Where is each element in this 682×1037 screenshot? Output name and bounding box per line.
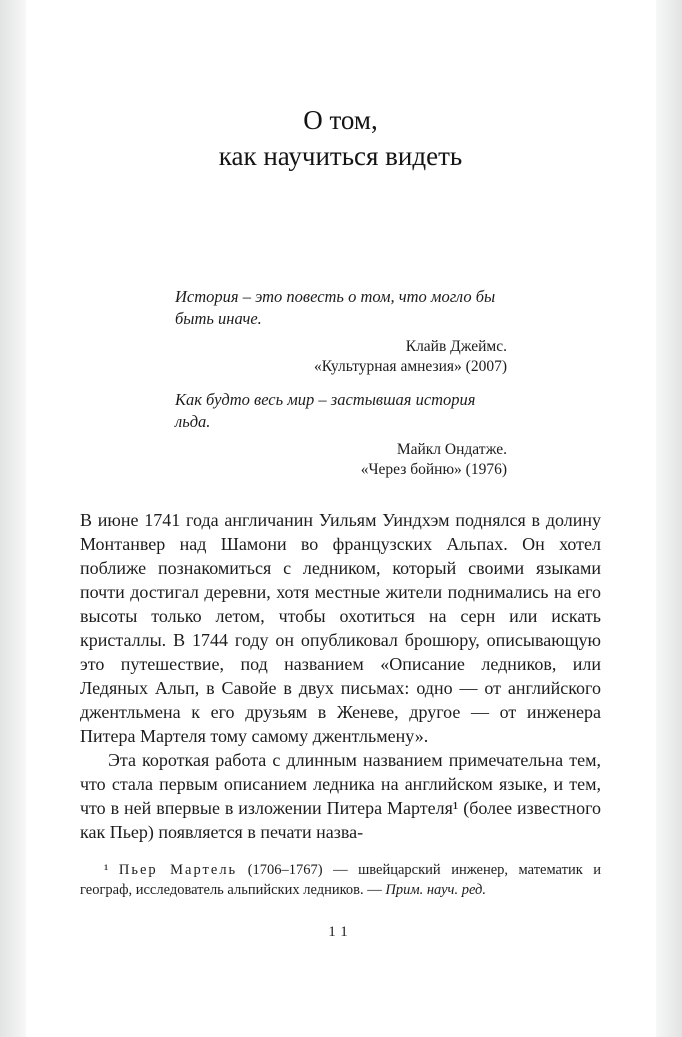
footnote-editor-note: Прим. науч. ред. — [385, 881, 487, 898]
chapter-title-line-1: О том, — [303, 105, 378, 135]
body-text — [80, 508, 601, 844]
right-margin-shadow — [656, 0, 682, 1037]
epigraph-1-author: Клайв Джеймс. — [405, 338, 507, 355]
epigraph-block — [175, 286, 507, 480]
left-margin-shadow — [0, 0, 26, 1037]
body-paragraph-1: В июне 1741 года англичанин Уильям Уиндхэм поднялся в долину Монтанвер над Шамони во французских Альпах. Он хотел поближе познакомиться с ледником, который своими языками почти достигал деревни, хотя местные жители поднимались на его высоты только летом, чтобы охотиться на серн или искать кристаллы. В 1744 году он опубликовал брошюру, описывающую это путешествие, под названием «Описание ледников, или Ледяных Альп, в Савойе в двух письмах: одно — от английского джентльмена к его друзьям в Женеве, другое — от инженера Питера Мартеля тому самому джентльмену». — [80, 510, 601, 746]
epigraph-2-author: Майкл Ондатже. — [396, 441, 507, 458]
page-content — [80, 0, 601, 941]
footnote — [80, 861, 601, 900]
chapter-title — [80, 102, 601, 174]
chapter-title-line-2: как научиться видеть — [218, 141, 463, 171]
epigraph-2-text: Как будто весь мир – застывшая история льда. — [175, 390, 476, 431]
footnote-text: (1706–1767) — швейцарский инженер, математик и географ, исследователь альпийских ледников. — — [80, 862, 602, 898]
epigraph-1-text: История – это повесть о том, что могло бы быть иначе. — [175, 287, 496, 328]
epigraph-1-attribution — [175, 337, 507, 377]
epigraph-1-source: «Культурная амнезия» (2007) — [313, 358, 507, 375]
epigraph-2-source: «Через бойню» (1976) — [360, 461, 507, 478]
body-paragraph-2: Эта короткая работа с длинным названием примечательна тем, что стала первым описанием ледника на английском языке, и тем, что в ней впервые в изложении Питера Мартеля¹ (более известного как Пьер) появляется в печати назва- — [80, 750, 601, 842]
footnote-name: Пьер Мартель — [118, 862, 238, 878]
epigraph-2-attribution — [175, 440, 507, 480]
footnote-marker: ¹ — [104, 862, 109, 878]
page-number: 11 — [328, 924, 353, 940]
